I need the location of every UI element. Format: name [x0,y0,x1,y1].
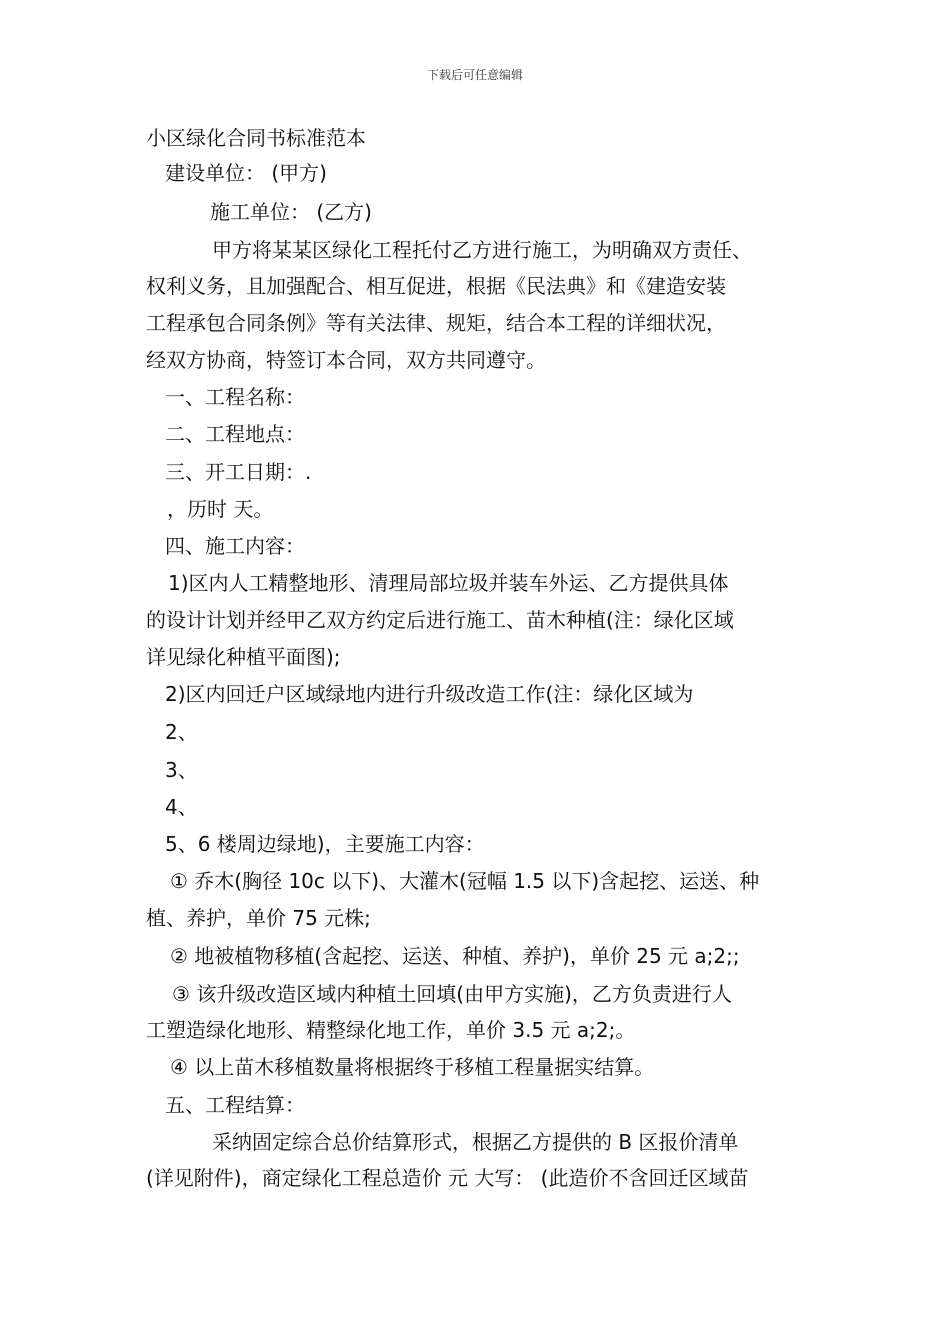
paragraph-line: ，历时 天。 [167,497,274,521]
paragraph-line: 5、6 楼周边绿地)，主要施工内容： [165,832,485,856]
section-heading: 一、工程名称： [165,385,305,409]
paragraph-line: ③ 该升级改造区域内种植土回填(由甲方实施)，乙方负责进行人 [172,982,732,1006]
paragraph-line: 植、养护，单价 75 元株; [146,906,371,930]
paragraph-line: 工塑造绿化地形、精整绿化地工作，单价 3.5 元 a;2;。 [146,1018,636,1042]
paragraph-line: 建设单位： (甲方) [165,161,327,185]
paragraph-line: 采纳固定综合总价结算形式，根据乙方提供的 B 区报价清单 [212,1130,739,1154]
paragraph-line: 的设计计划并经甲乙双方约定后进行施工、苗木种植(注：绿化区域 [146,608,734,632]
paragraph-line: 工程承包合同条例》等有关法律、规矩，结合本工程的详细状况， [146,311,726,335]
paragraph-line: ① 乔木(胸径 10c 以下)、大灌木(冠幅 1.5 以下)含起挖、运送、种 [170,869,760,893]
paragraph-line: 1)区内人工精整地形、清理局部垃圾并装车外运、乙方提供具体 [168,571,729,595]
paragraph-line: 2)区内回迁户区域绿地内进行升级改造工作(注：绿化区域为 [165,682,694,706]
paragraph-line: (详见附件)，商定绿化工程总造价 元 大写： (此造价不含回迁区域苗 [146,1166,749,1190]
paragraph-line: 权利义务，且加强配合、相互促进，根据《民法典》和《建造安装 [146,274,726,298]
paragraph-line: 3、 [165,758,198,782]
paragraph-line: ② 地被植物移植(含起挖、运送、种植、养护)，单价 25 元 a;2;; [170,944,740,968]
paragraph-line: ④ 以上苗木移植数量将根据终于移植工程量据实结算。 [170,1055,655,1079]
paragraph-line: 详见绿化种植平面图); [146,645,341,669]
paragraph-line: 4、 [165,795,198,819]
paragraph-line: 施工单位： (乙方) [210,200,372,224]
section-heading: 三、开工日期：. [165,460,312,484]
document-title: 小区绿化合同书标准范本 [146,126,366,150]
section-heading: 二、工程地点： [165,422,305,446]
paragraph-line: 2、 [165,720,198,744]
section-heading: 五、工程结算： [165,1093,305,1117]
paragraph-line: 经双方协商，特签订本合同，双方共同遵守。 [146,348,546,372]
header-note: 下载后可任意编辑 [426,68,523,82]
paragraph-line: 甲方将某某区绿化工程托付乙方进行施工，为明确双方责任、 [212,238,752,262]
section-heading: 四、施工内容： [165,534,305,558]
